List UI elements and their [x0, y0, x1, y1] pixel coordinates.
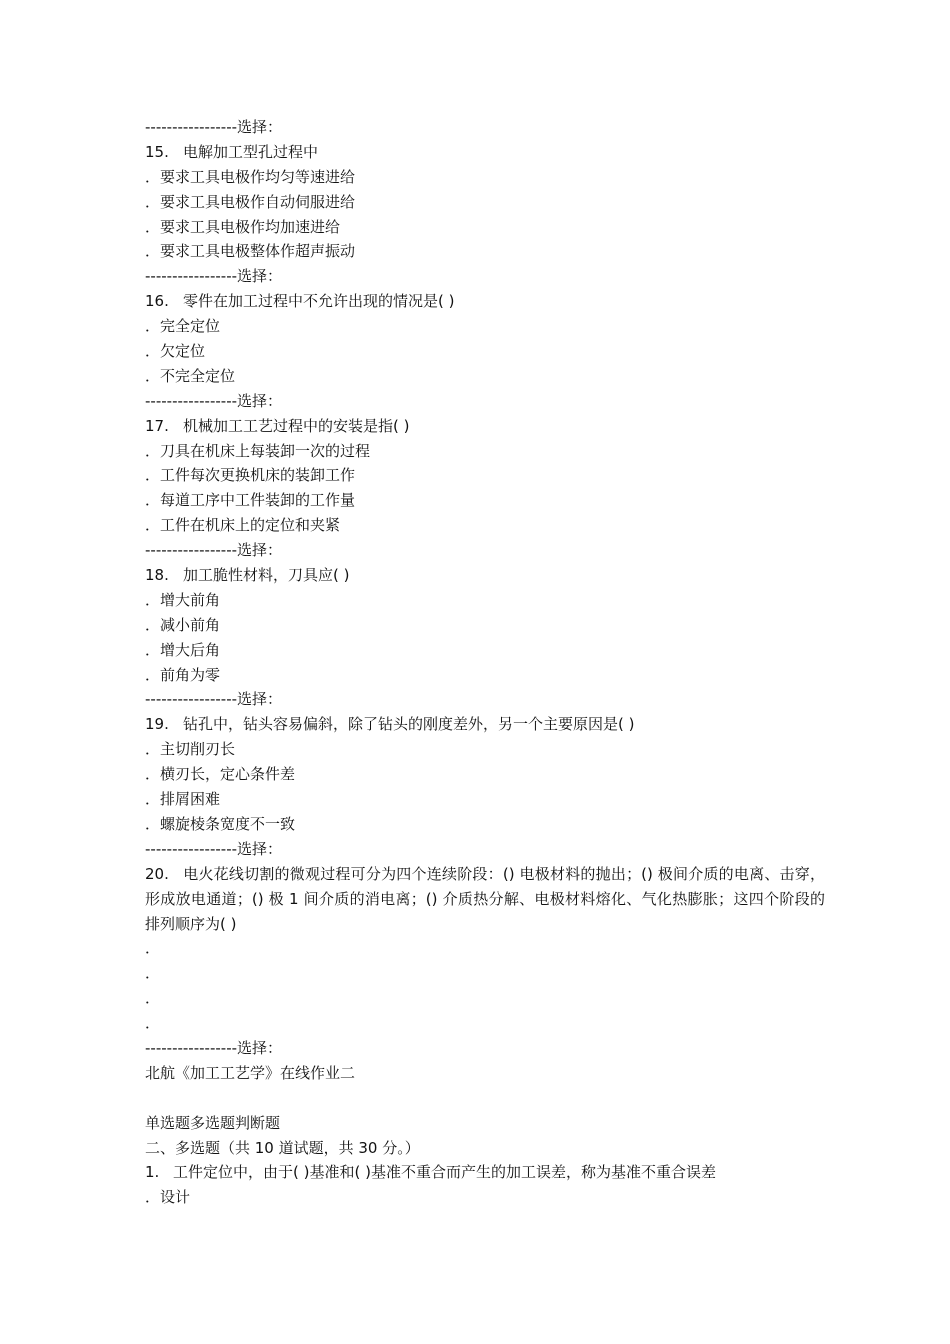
separator-line: -----------------选择：	[145, 267, 283, 286]
separator-line: -----------------选择：	[145, 118, 283, 136]
question-17	[145, 414, 825, 538]
option: ．增大前角	[145, 590, 221, 609]
section-types-line: 单选题多选题判断题	[145, 1113, 281, 1132]
option: ．要求工具电极作均加速进给	[145, 217, 341, 236]
option: ．完全定位	[145, 317, 221, 336]
option: ．要求工具电极作自动伺服进给	[145, 192, 356, 211]
separator-line: -----------------选择：	[145, 690, 283, 709]
multi-question-1	[145, 1160, 825, 1210]
question-number: 16.	[145, 292, 169, 311]
option: ．欠定位	[145, 342, 206, 361]
question-number: 15.	[145, 142, 169, 161]
question-number: 17.	[145, 416, 169, 435]
question-text: 钻孔中，钻头容易偏斜，除了钻头的刚度差外，另一个主要原因是( )	[183, 715, 635, 734]
question-18	[145, 563, 825, 687]
separator-line: -----------------选择：	[145, 391, 283, 410]
question-text: 加工脆性材料，刀具应( )	[183, 566, 350, 585]
question-stem	[145, 289, 825, 314]
separator-line: -----------------选择：	[145, 839, 283, 858]
question-number: 1.	[145, 1163, 160, 1182]
question-16	[145, 289, 825, 389]
question-number: 20.	[145, 864, 169, 883]
option: ．设计	[145, 1188, 191, 1207]
option: ．	[145, 1014, 161, 1033]
blank-line	[145, 1086, 825, 1111]
question-stem	[145, 1160, 825, 1185]
question-20	[145, 862, 825, 1036]
question-text: 电火花线切割的微观过程可分为四个连续阶段：() 电极材料的抛出；() 极间介质的电离、击穿，形成放电通道；() 极 1 间介质的消电离；() 介质热分解、电极材料熔化、气化热膨胀；这四个阶段的排列顺序为( )	[145, 864, 825, 933]
question-stem	[145, 712, 825, 737]
option: ．排屑困难	[145, 790, 221, 809]
option: ．前角为零	[145, 665, 221, 684]
question-text: 工件定位中，由于( )基准和( )基准不重合而产生的加工误差，称为基准不重合误差	[173, 1163, 716, 1182]
question-number: 19.	[145, 715, 169, 734]
option: ．螺旋棱条宽度不一致	[145, 814, 296, 833]
question-text: 零件在加工过程中不允许出现的情况是( )	[183, 292, 455, 311]
question-stem	[145, 140, 825, 165]
question-15	[145, 140, 825, 264]
option: ．主切削刃长	[145, 740, 236, 759]
question-stem	[145, 862, 825, 937]
option: ．要求工具电极作均匀等速进给	[145, 167, 356, 186]
document-page	[145, 115, 825, 1210]
question-stem	[145, 414, 825, 439]
question-number: 18.	[145, 566, 169, 585]
section-header: 二、多选题（共 10 道试题，共 30 分。）	[145, 1138, 420, 1157]
option: ．刀具在机床上每装卸一次的过程	[145, 441, 371, 460]
option: ．工件每次更换机床的装卸工作	[145, 466, 356, 485]
option: ．	[145, 939, 161, 958]
option: ．	[145, 989, 161, 1008]
option: ．工件在机床上的定位和夹紧	[145, 516, 341, 535]
option: ．每道工序中工件装卸的工作量	[145, 491, 356, 510]
separator-line: -----------------选择：	[145, 1039, 283, 1057]
separator-line: -----------------选择：	[145, 541, 283, 560]
question-text: 电解加工型孔过程中	[183, 142, 319, 161]
question-19	[145, 712, 825, 836]
option: ．	[145, 964, 161, 983]
question-text: 机械加工工艺过程中的安装是指( )	[183, 416, 410, 435]
homework-title: 北航《加工工艺学》在线作业二	[145, 1063, 356, 1082]
option: ．横刃长，定心条件差	[145, 765, 296, 784]
option: ．要求工具电极整体作超声振动	[145, 242, 356, 261]
option: ．不完全定位	[145, 366, 236, 385]
option: ．减小前角	[145, 615, 221, 634]
option: ．增大后角	[145, 640, 221, 659]
question-stem	[145, 563, 825, 588]
